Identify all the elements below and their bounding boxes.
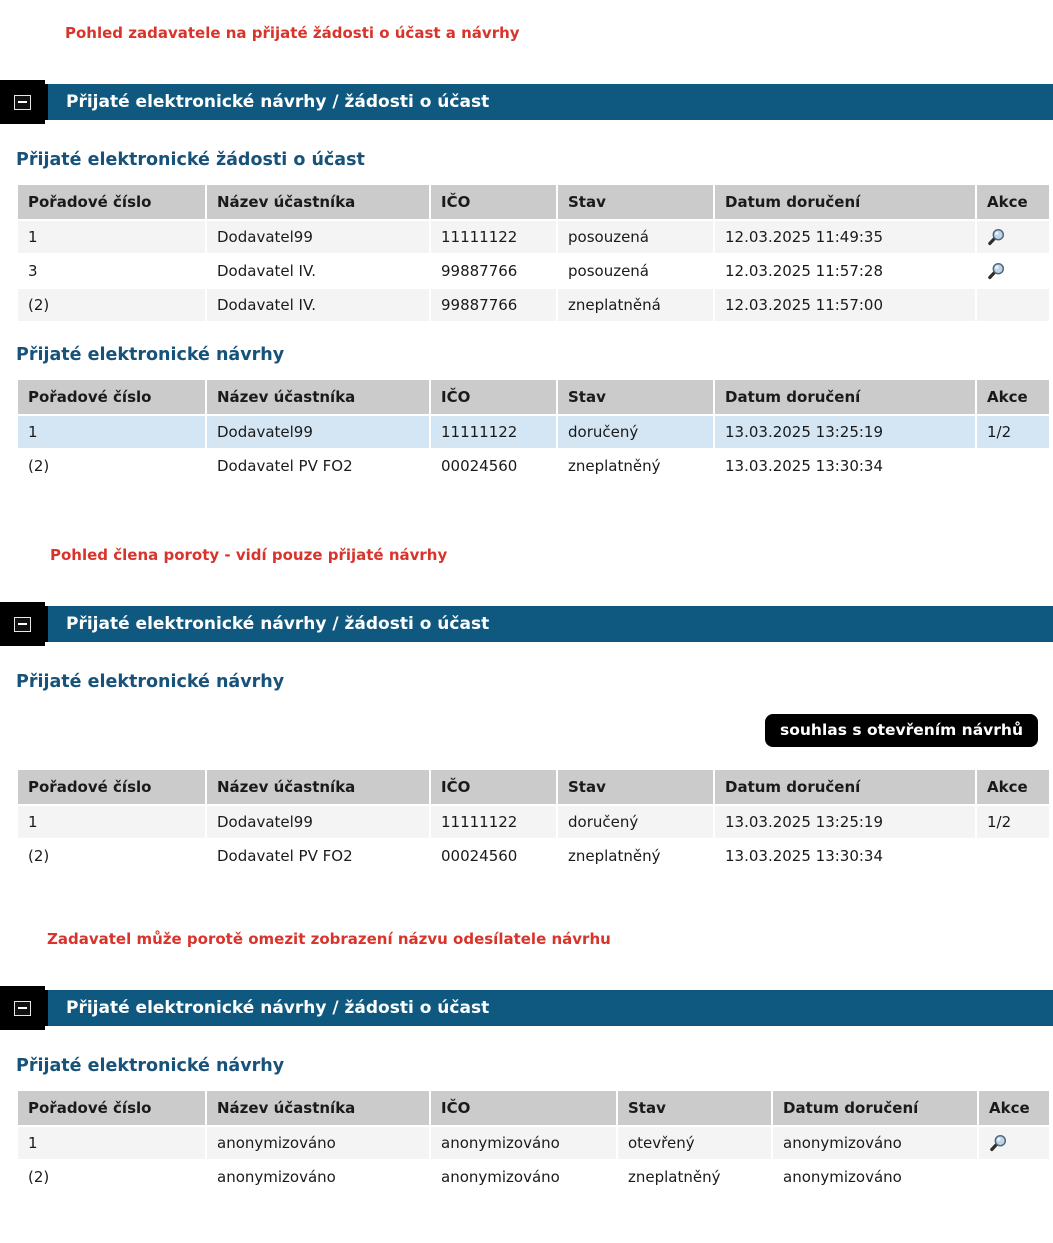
cell-akce	[979, 1161, 1049, 1193]
cell-nazev-ucastnika: anonymizováno	[207, 1127, 429, 1159]
section-header-1	[0, 80, 1053, 124]
cell-nazev-ucastnika: Dodavatel IV.	[207, 289, 429, 321]
cell-ico: 99887766	[431, 255, 556, 287]
cell-datum-doruceni: 13.03.2025 13:30:34	[715, 450, 975, 482]
column-header-poradove-cislo: Pořadové číslo	[18, 185, 205, 219]
cell-poradove-cislo: 1	[18, 416, 205, 448]
cell-akce	[977, 289, 1049, 321]
cell-nazev-ucastnika: Dodavatel IV.	[207, 255, 429, 287]
cell-stav: zneplatněný	[558, 840, 713, 872]
cell-ico: 11111122	[431, 221, 556, 253]
table-header-row	[18, 185, 1049, 219]
cell-akce	[977, 221, 1049, 253]
cell-stav: doručený	[558, 416, 713, 448]
column-header-akce: Akce	[977, 770, 1049, 804]
column-header-nazev-ucastnika: Název účastníka	[207, 185, 429, 219]
column-header-akce: Akce	[977, 185, 1049, 219]
table-row	[18, 840, 1049, 872]
cell-stav: posouzená	[558, 221, 713, 253]
collapse-toggle[interactable]	[0, 80, 45, 124]
cell-datum-doruceni: 13.03.2025 13:30:34	[715, 840, 975, 872]
cell-nazev-ucastnika: anonymizováno	[207, 1161, 429, 1193]
subsection-heading-zadosti: Přijaté elektronické žádosti o účast	[16, 150, 365, 170]
cell-akce	[977, 450, 1049, 482]
collapse-toggle[interactable]	[0, 602, 45, 646]
cell-poradove-cislo: (2)	[18, 289, 205, 321]
column-header-poradove-cislo: Pořadové číslo	[18, 770, 205, 804]
table-header-row	[18, 1091, 1049, 1125]
section-bar-title: Přijaté elektronické návrhy / žádosti o účast	[45, 990, 1053, 1026]
cell-stav: doručený	[558, 806, 713, 838]
table-header-row	[18, 770, 1049, 804]
column-header-stav: Stav	[558, 380, 713, 414]
table-navrhy-zadavatel	[16, 378, 1051, 484]
cell-akce: 1/2	[977, 806, 1049, 838]
cell-nazev-ucastnika: Dodavatel PV FO2	[207, 450, 429, 482]
section-header-3	[0, 986, 1053, 1030]
cell-datum-doruceni: 12.03.2025 11:57:28	[715, 255, 975, 287]
cell-ico: anonymizováno	[431, 1127, 616, 1159]
cell-stav: zneplatněná	[558, 289, 713, 321]
cell-akce	[979, 1127, 1049, 1159]
cell-stav: posouzená	[558, 255, 713, 287]
table-row	[18, 450, 1049, 482]
column-header-stav: Stav	[558, 185, 713, 219]
cell-poradove-cislo: 3	[18, 255, 205, 287]
cell-datum-doruceni: 13.03.2025 13:25:19	[715, 806, 975, 838]
cell-ico: 11111122	[431, 416, 556, 448]
table-zadosti	[16, 183, 1051, 323]
column-header-datum-doruceni: Datum doručení	[715, 770, 975, 804]
note-zadavatel-view: Pohled zadavatele na přijaté žádosti o účast a návrhy	[65, 24, 520, 42]
table-row	[18, 255, 1049, 287]
column-header-poradove-cislo: Pořadové číslo	[18, 380, 205, 414]
cell-ico: anonymizováno	[431, 1161, 616, 1193]
cell-poradove-cislo: 1	[18, 1127, 205, 1159]
table-row-highlighted[interactable]	[18, 416, 1049, 448]
cell-nazev-ucastnika: Dodavatel PV FO2	[207, 840, 429, 872]
column-header-ico: IČO	[431, 770, 556, 804]
column-header-nazev-ucastnika: Název účastníka	[207, 380, 429, 414]
table-row	[18, 221, 1049, 253]
cell-datum-doruceni: 12.03.2025 11:57:00	[715, 289, 975, 321]
magnifier-icon[interactable]	[989, 1134, 1008, 1153]
minus-square-icon	[14, 1001, 31, 1016]
table-row	[18, 289, 1049, 321]
cell-nazev-ucastnika: Dodavatel99	[207, 806, 429, 838]
table-row	[18, 1161, 1049, 1193]
column-header-nazev-ucastnika: Název účastníka	[207, 1091, 429, 1125]
cell-poradove-cislo: 1	[18, 806, 205, 838]
column-header-stav: Stav	[618, 1091, 771, 1125]
table-header-row	[18, 380, 1049, 414]
minus-square-icon	[14, 95, 31, 110]
column-header-datum-doruceni: Datum doručení	[715, 380, 975, 414]
cell-datum-doruceni: 12.03.2025 11:49:35	[715, 221, 975, 253]
column-header-ico: IČO	[431, 185, 556, 219]
column-header-datum-doruceni: Datum doručení	[715, 185, 975, 219]
magnifier-icon[interactable]	[987, 228, 1006, 247]
cell-poradove-cislo: (2)	[18, 840, 205, 872]
cell-nazev-ucastnika: Dodavatel99	[207, 416, 429, 448]
column-header-nazev-ucastnika: Název účastníka	[207, 770, 429, 804]
subsection-heading-navrhy: Přijaté elektronické návrhy	[16, 345, 285, 365]
note-anonymization: Zadavatel může porotě omezit zobrazení názvu odesílatele návrhu	[47, 930, 611, 948]
collapse-toggle[interactable]	[0, 986, 45, 1030]
cell-ico: 00024560	[431, 450, 556, 482]
cell-stav: zneplatněný	[558, 450, 713, 482]
cell-poradove-cislo: 1	[18, 221, 205, 253]
cell-ico: 00024560	[431, 840, 556, 872]
cell-ico: 11111122	[431, 806, 556, 838]
cell-datum-doruceni: anonymizováno	[773, 1161, 977, 1193]
column-header-ico: IČO	[431, 1091, 616, 1125]
column-header-poradove-cislo: Pořadové číslo	[18, 1091, 205, 1125]
cell-akce	[977, 840, 1049, 872]
section-bar-title: Přijaté elektronické návrhy / žádosti o účast	[45, 606, 1053, 642]
section-header-2	[0, 602, 1053, 646]
column-header-ico: IČO	[431, 380, 556, 414]
section-bar-title: Přijaté elektronické návrhy / žádosti o účast	[45, 84, 1053, 120]
cell-poradove-cislo: (2)	[18, 1161, 205, 1193]
cell-nazev-ucastnika: Dodavatel99	[207, 221, 429, 253]
magnifier-icon[interactable]	[987, 262, 1006, 281]
cell-akce	[977, 255, 1049, 287]
cell-datum-doruceni: anonymizováno	[773, 1127, 977, 1159]
cell-stav: otevřený	[618, 1127, 771, 1159]
table-row	[18, 806, 1049, 838]
cell-datum-doruceni: 13.03.2025 13:25:19	[715, 416, 975, 448]
cell-stav: zneplatněný	[618, 1161, 771, 1193]
table-navrhy-anonymizovano	[16, 1089, 1051, 1195]
column-header-datum-doruceni: Datum doručení	[773, 1091, 977, 1125]
minus-square-icon	[14, 617, 31, 632]
cell-poradove-cislo: (2)	[18, 450, 205, 482]
open-proposals-consent-button[interactable]: souhlas s otevřením návrhů	[765, 714, 1038, 747]
cell-akce: 1/2	[977, 416, 1049, 448]
table-navrhy-porota	[16, 768, 1051, 874]
note-porota-view: Pohled člena poroty - vidí pouze přijaté návrhy	[50, 546, 448, 564]
column-header-akce: Akce	[977, 380, 1049, 414]
column-header-stav: Stav	[558, 770, 713, 804]
subsection-heading-navrhy: Přijaté elektronické návrhy	[16, 1056, 285, 1076]
column-header-akce: Akce	[979, 1091, 1049, 1125]
subsection-heading-navrhy: Přijaté elektronické návrhy	[16, 672, 285, 692]
cell-ico: 99887766	[431, 289, 556, 321]
table-row	[18, 1127, 1049, 1159]
